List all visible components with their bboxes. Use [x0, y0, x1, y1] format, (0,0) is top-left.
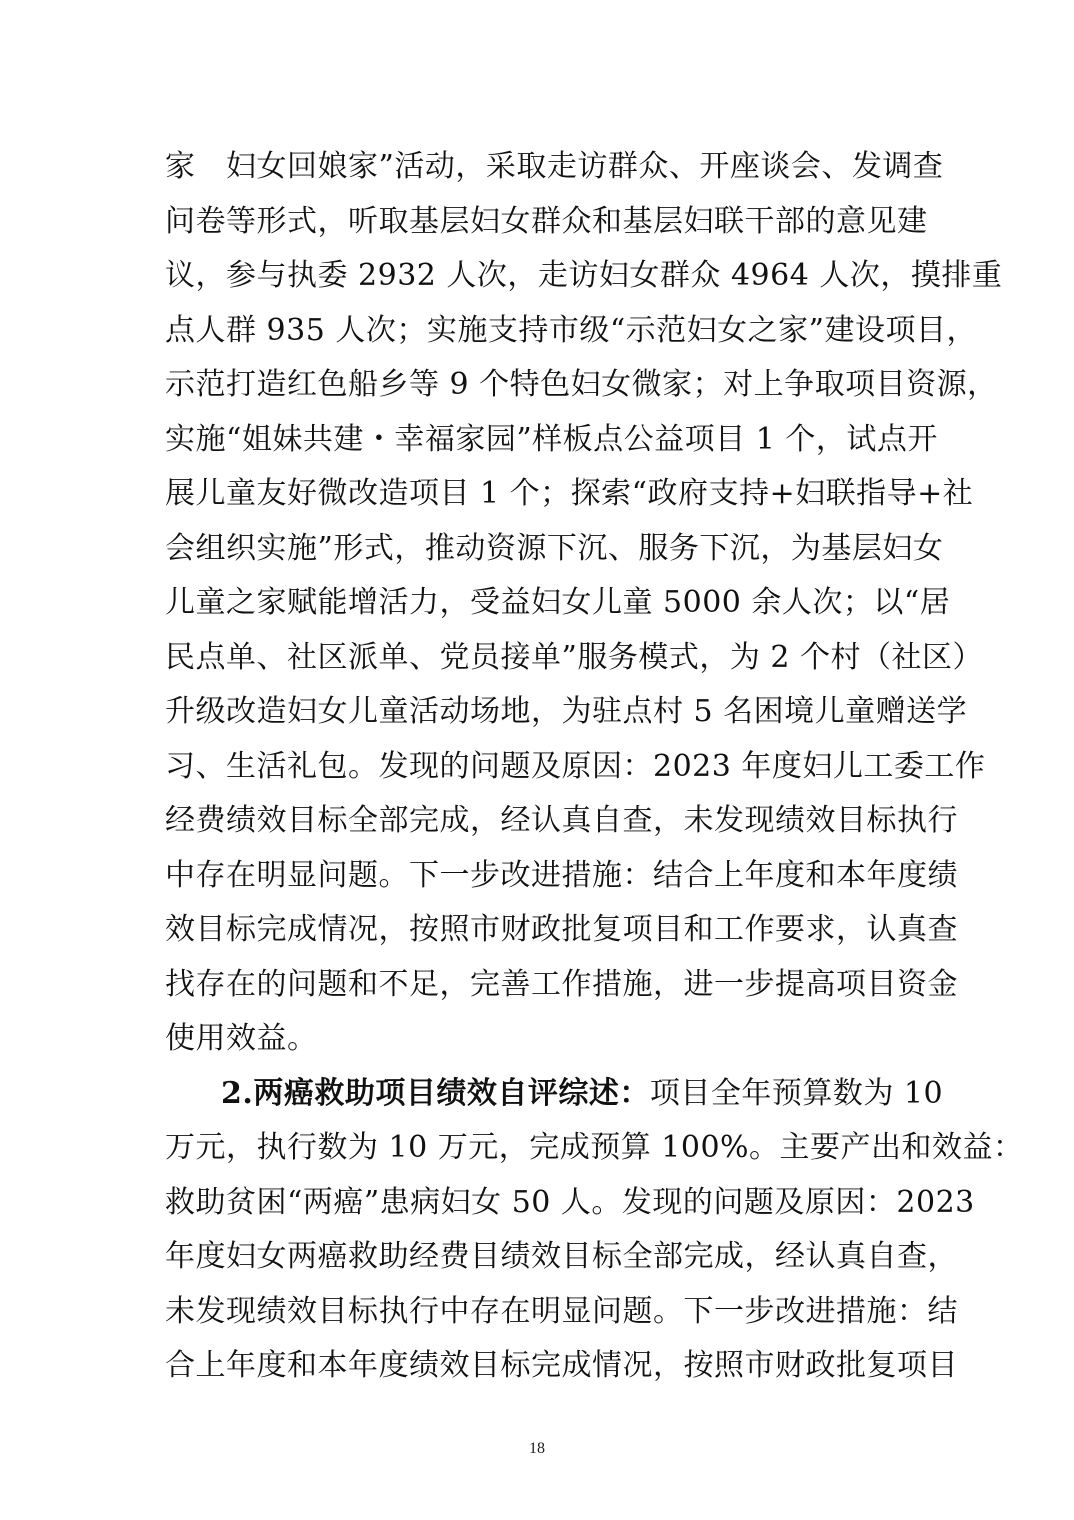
paragraph-2-first-line — [165, 1067, 944, 1122]
text-line: 年度妇女两癌救助经费目绩效目标全部完成，经认真自查， — [165, 1239, 958, 1274]
text-line: 问卷等形式，听取基层妇女群众和基层妇联干部的意见建 — [165, 203, 928, 239]
text-line: 经费绩效目标全部完成，经认真自查，未发现绩效目标执行 — [165, 803, 958, 838]
text-line: 实施“姐妹共建・幸福家园”样板点公益项目 1 个，试点开 — [165, 421, 938, 457]
text-line: 示范打造红色船乡等 9 个特色妇女微家；对上争取项目资源， — [165, 367, 998, 402]
text-line: 未发现绩效目标执行中存在明显问题。下一步改进措施：结 — [165, 1293, 958, 1329]
text-line: 中存在明显问题。下一步改进措施：结合上年度和本年度绩 — [165, 857, 958, 893]
text-line: 使用效益。 — [165, 1021, 318, 1056]
text-line: 升级改造妇女儿童活动场地，为驻点村 5 名困境儿童赠送学 — [165, 694, 968, 729]
text-line: 救助贫困“两癌”患病妇女 50 人。发现的问题及原因：2023 — [165, 1184, 975, 1220]
body-text — [165, 140, 1024, 1394]
text-span: 项目全年预算数为 10 — [649, 1075, 944, 1111]
text-line: 习、生活礼包。发现的问题及原因：2023 年度妇儿工委工作 — [165, 748, 986, 784]
text-line: 合上年度和本年度绩效目标完成情况，按照市财政批复项目 — [165, 1348, 958, 1383]
text-line: 会组织实施”形式，推动资源下沉、服务下沉，为基层妇女 — [165, 530, 944, 566]
text-line: 儿童之家赋能增活力，受益妇女儿童 5000 余人次；以“居 — [165, 585, 951, 620]
text-line: 找存在的问题和不足，完善工作措施，进一步提高项目资金 — [165, 966, 958, 1002]
paragraph-1 — [165, 140, 1003, 1067]
text-line: 家 妇女回娘家”活动，采取走访群众、开座谈会、发调查 — [165, 149, 944, 184]
text-line: 效目标完成情况，按照市财政批复项目和工作要求，认真查 — [165, 912, 958, 947]
text-line: 万元，执行数为 10 万元，完成预算 100%。主要产出和效益： — [165, 1130, 1024, 1165]
text-line: 展儿童友好微改造项目 1 个；探索“政府支持+妇联指导+社 — [165, 476, 974, 511]
text-line: 点人群 935 人次；实施支持市级“示范妇女之家”建设项目， — [165, 312, 978, 348]
text-line: 议，参与执委 2932 人次，走访妇女群众 4964 人次，摸排重 — [165, 258, 1003, 293]
page-number: 18 — [529, 1440, 545, 1457]
text-line: 民点单、社区派单、党员接单”服务模式，为 2 个村（社区） — [165, 639, 983, 675]
section-heading: 2.两癌救助项目绩效自评综述： — [221, 1075, 650, 1111]
paragraph-2 — [165, 1067, 1024, 1394]
